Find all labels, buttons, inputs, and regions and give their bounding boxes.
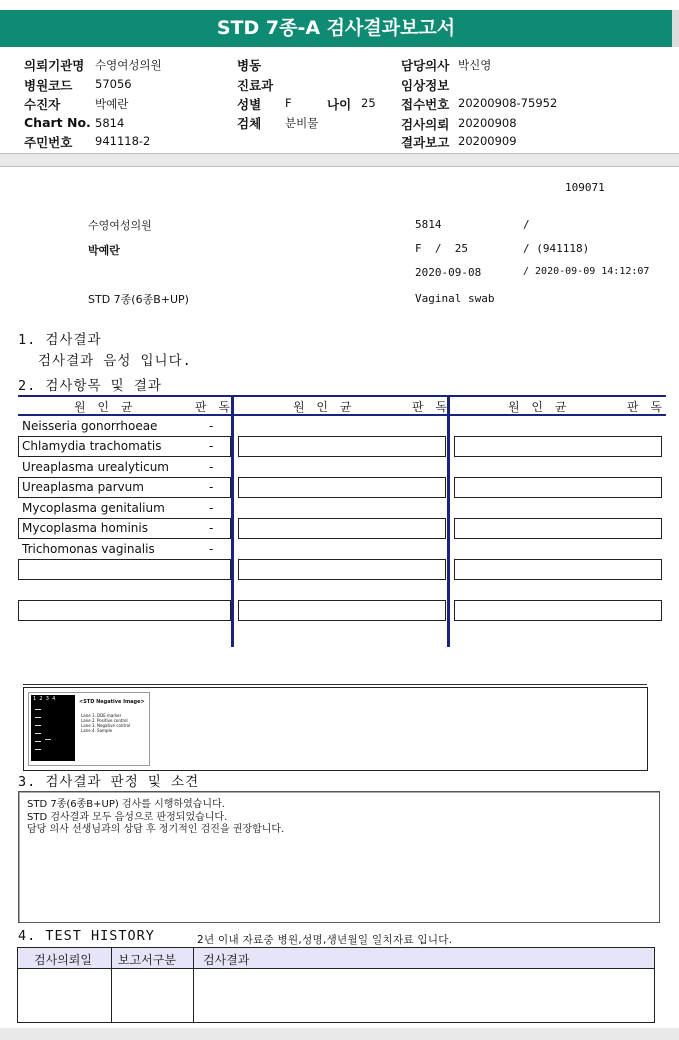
- info-label-rrn: 주민번호: [24, 135, 73, 150]
- info-value-doctor: 박신영: [458, 58, 492, 72]
- detail-patient: 박예란: [88, 244, 120, 257]
- history-col-divider: [111, 948, 112, 1022]
- row-box-col3: [454, 559, 662, 580]
- info-label-clinical-info: 임상정보: [401, 78, 450, 93]
- info-label-specimen: 검체: [237, 116, 262, 131]
- history-col-request-date: 검사의뢰일: [34, 953, 92, 967]
- pathogen-result: -: [209, 501, 214, 515]
- gel-legend-title: <STD Negative Image>: [79, 699, 145, 705]
- row-box-col3: [454, 518, 662, 539]
- table-top-rule: [18, 395, 666, 397]
- info-value-hospital-code: 57056: [95, 77, 132, 91]
- gel-legend-line: Lane 3. Negative control: [81, 723, 131, 728]
- info-divider-lower: [0, 166, 679, 167]
- gel-band: [35, 717, 41, 718]
- gel-image: [28, 692, 150, 766]
- gel-lane-numbers: 1 2 3 4: [33, 696, 56, 702]
- info-value-age: 25: [361, 96, 376, 110]
- table-col-divider-1: [231, 395, 234, 647]
- pathogen-name: Ureaplasma urealyticum: [22, 460, 169, 474]
- title-bar-edge: [672, 10, 679, 47]
- gel-band: [35, 725, 41, 726]
- info-value-sex: F: [285, 96, 292, 110]
- info-label-receipt-no: 접수번호: [401, 97, 450, 112]
- section2-heading: 2. 검사항목 및 결과: [18, 378, 162, 394]
- info-label-department: 진료과: [237, 78, 274, 93]
- report-title: STD 7종-A 검사결과보고서: [0, 10, 672, 47]
- history-table: [17, 947, 655, 1023]
- bottom-gray-strip: [0, 1028, 679, 1040]
- pathogen-result: -: [209, 419, 214, 433]
- pathogen-result: -: [209, 439, 214, 453]
- info-value-request-date: 20200908: [458, 116, 517, 130]
- row-box-col1: [18, 600, 231, 621]
- detail-specimen: Vaginal swab: [415, 292, 495, 305]
- pathogen-result: -: [209, 521, 214, 535]
- detail-request-date: 2020-09-08: [415, 266, 482, 279]
- opinion-text: [27, 799, 284, 837]
- info-label-report-date: 결과보고: [401, 135, 450, 150]
- detail-test-name: STD 7종(6종B+UP): [88, 293, 189, 306]
- row-box-col2: [238, 518, 446, 539]
- gel-legend-line: Lane 1. DDE marker: [81, 713, 122, 718]
- report-header: [0, 0, 679, 50]
- row-box-col2: [238, 477, 446, 498]
- pathogen-result: -: [209, 460, 214, 474]
- pathogen-name: Mycoplasma genitalium: [22, 501, 165, 515]
- info-label-sex: 성별: [237, 97, 262, 112]
- info-label-chart-no: Chart No.: [24, 115, 91, 130]
- gel-band: [35, 749, 41, 750]
- detail-hospital: 수영여성의원: [88, 219, 152, 232]
- info-gray-strip: [0, 154, 679, 166]
- detail-chart-no: 5814: [415, 218, 442, 231]
- history-header-row: [18, 948, 654, 969]
- section4-heading: 4. TEST HISTORY: [18, 928, 155, 944]
- gel-top-rule: [23, 684, 647, 685]
- history-col-result: 검사결과: [203, 953, 250, 967]
- gel-band: [35, 709, 41, 710]
- row-box-col3: [454, 436, 662, 457]
- section3-heading: 3. 검사결과 판정 및 소견: [18, 774, 200, 790]
- opinion-line: STD 검사결과 모두 음성으로 판정되었습니다.: [27, 811, 228, 823]
- pathogen-result: -: [209, 542, 214, 556]
- table-header-pathogen-1: 원 인 균: [74, 400, 137, 414]
- info-value-patient: 박예란: [95, 97, 129, 111]
- gel-band: [45, 739, 51, 740]
- info-label-hospital-code: 병원코드: [24, 78, 73, 93]
- gel-legend-line: Lane 4. Sample: [81, 728, 113, 733]
- info-value-rrn: 941118-2: [95, 134, 151, 148]
- pathogen-result: -: [209, 480, 214, 494]
- row-box-col1: [18, 559, 231, 580]
- info-label-ward: 병동: [237, 58, 262, 73]
- detail-report-datetime: / 2020-09-09 14:12:07: [523, 266, 650, 277]
- gel-lanes: [31, 695, 75, 761]
- section1-result: 검사결과 음성 입니다.: [38, 353, 192, 369]
- pathogen-name: Neisseria gonorrhoeae: [22, 419, 158, 433]
- row-box-col2: [238, 436, 446, 457]
- detail-slash: /: [523, 218, 530, 231]
- detail-rrn: / (941118): [523, 242, 590, 255]
- row-box-col2: [238, 559, 446, 580]
- row-box-col2: [238, 600, 446, 621]
- info-value-institution: 수영여성의원: [95, 58, 162, 72]
- row-box-col3: [454, 477, 662, 498]
- table-header-judgement-3: 판 독: [627, 400, 666, 414]
- info-value-chart-no: 5814: [95, 116, 125, 130]
- table-header-pathogen-2: 원 인 균: [293, 400, 356, 414]
- opinion-box: [18, 791, 660, 923]
- opinion-line: STD 7종(6종B+UP) 검사를 시행하였습니다.: [27, 799, 225, 810]
- info-label-request-date: 검사의뢰: [401, 117, 450, 132]
- info-value-specimen: 분비물: [285, 116, 319, 130]
- table-col-divider-2: [447, 395, 450, 647]
- detail-sex-age: F / 25: [415, 242, 468, 255]
- info-value-report-date: 20200909: [458, 134, 517, 148]
- pathogen-name: Mycoplasma hominis: [22, 521, 148, 535]
- gel-legend: [81, 713, 130, 733]
- info-label-patient: 수진자: [24, 97, 61, 112]
- pathogen-name: Ureaplasma parvum: [22, 480, 144, 494]
- history-col-report-type: 보고서구분: [118, 953, 176, 967]
- info-value-receipt-no: 20200908-75952: [458, 96, 558, 110]
- table-header-judgement-1: 판 독: [195, 400, 234, 414]
- history-col-divider: [193, 948, 194, 1022]
- gel-legend-line: Lane 2. Positive control: [81, 718, 128, 723]
- table-header-judgement-2: 판 독: [412, 400, 451, 414]
- table-header-pathogen-3: 원 인 균: [508, 400, 571, 414]
- gel-band: [35, 733, 41, 734]
- pathogen-name: Trichomonas vaginalis: [22, 542, 155, 556]
- info-label-institution: 의뢰기관명: [24, 58, 85, 73]
- opinion-line: 담당 의사 선생님과의 상담 후 정기적인 검진을 권장합니다.: [27, 824, 285, 835]
- gel-band: [35, 741, 41, 742]
- row-box-col3: [454, 600, 662, 621]
- detail-code: 109071: [565, 181, 605, 194]
- pathogen-name: Chlamydia trachomatis: [22, 439, 162, 453]
- section1-heading: 1. 검사결과: [18, 332, 102, 348]
- info-label-doctor: 담당의사: [401, 58, 450, 73]
- info-label-age: 나이: [327, 97, 352, 112]
- history-note: 2년 이내 자료중 병원,성명,생년월일 일치자료 입니다.: [197, 934, 453, 946]
